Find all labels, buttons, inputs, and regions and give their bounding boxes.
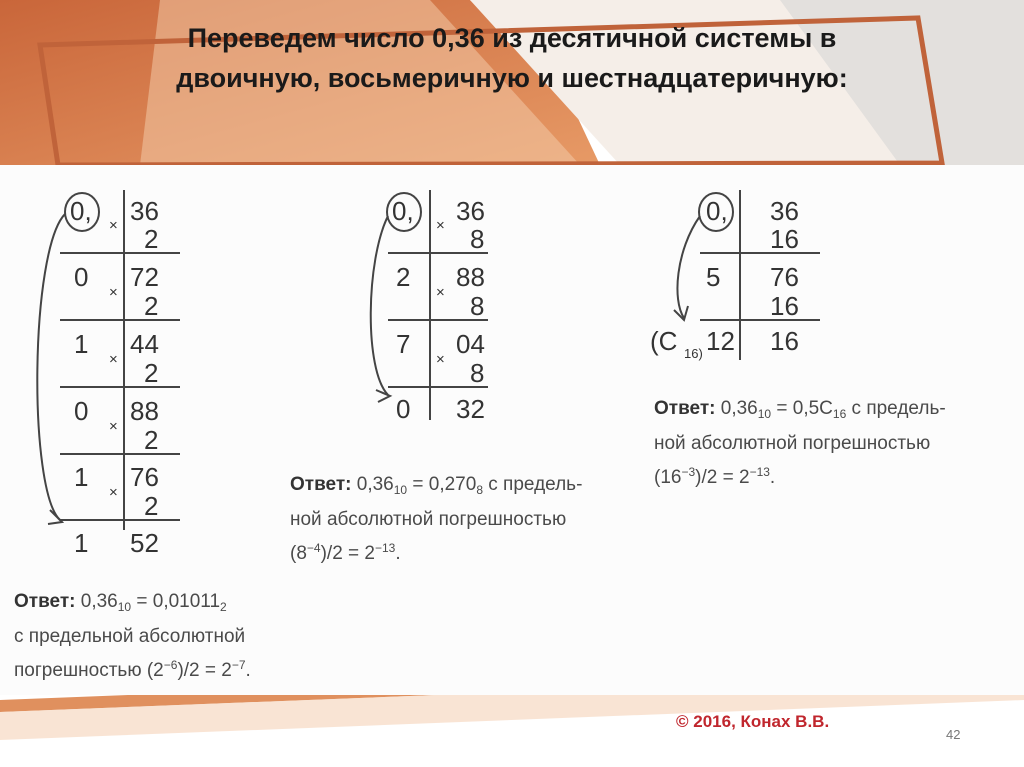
- binary-int-3: 0: [74, 396, 89, 426]
- hex-frac-0: 36: [770, 196, 799, 226]
- answer-line-3c: .: [769, 467, 776, 488]
- binary-frac-3: 88: [130, 396, 159, 426]
- binary-frac-0: 36: [130, 196, 159, 226]
- answer-line-3c: .: [395, 543, 401, 564]
- multiply-sign: ×: [436, 284, 445, 301]
- arrow-head: [376, 390, 390, 402]
- multiply-sign: ×: [436, 351, 445, 368]
- answer-exponent-1: −3: [681, 465, 696, 479]
- answer-line-1-tail: с предель-: [851, 398, 946, 419]
- answer-exponent-2: −7: [231, 658, 246, 672]
- answer-result: 0,270: [428, 474, 477, 495]
- binary-frac-1: 72: [130, 262, 159, 292]
- answer-equals: =: [136, 591, 148, 612]
- answer-line-3c: .: [245, 660, 251, 681]
- octal-mult-2: 8: [470, 358, 485, 388]
- hex-mult-1: 16: [770, 291, 799, 321]
- binary-calculation: [20, 190, 200, 565]
- octal-int-1: 2: [396, 262, 411, 292]
- hex-int-2: 12: [706, 326, 735, 356]
- answer-result: 0,01011: [152, 591, 221, 612]
- octal-answer: [290, 470, 582, 568]
- multiply-sign: ×: [109, 418, 118, 435]
- binary-int-1: 0: [74, 262, 89, 292]
- answer-value: 0,36: [356, 474, 394, 495]
- answer-label: Ответ:: [654, 398, 716, 419]
- binary-int-2: 1: [74, 329, 89, 359]
- binary-mult-4: 2: [144, 491, 159, 521]
- binary-mult-1: 2: [144, 291, 159, 321]
- answer-line-3a: (8: [290, 543, 307, 564]
- binary-frac-2: 44: [130, 329, 159, 359]
- hex-digit-label: (C: [650, 326, 678, 356]
- multiply-sign: ×: [109, 484, 118, 501]
- answer-exponent-1: −4: [306, 541, 321, 555]
- answer-label: Ответ:: [14, 591, 76, 612]
- binary-mult-0: 2: [144, 224, 159, 254]
- hex-digit-base: 16): [684, 346, 703, 361]
- answer-base-from: 10: [117, 600, 132, 614]
- hex-calculation: [650, 190, 830, 365]
- binary-answer: [14, 587, 251, 685]
- octal-frac-2: 04: [456, 329, 485, 359]
- answer-value: 0,36: [720, 398, 758, 419]
- title-line-1: Переведем число 0,36 из десятичной системы в: [187, 23, 837, 53]
- answer-line-3a: погрешностью (2: [14, 660, 164, 681]
- answer-line-3a: (16: [654, 467, 682, 488]
- answer-line-2: с предельной абсолютной: [14, 626, 246, 647]
- octal-frac-1: 88: [456, 262, 485, 292]
- answer-line-3b: )/2 = 2: [177, 660, 232, 681]
- answer-line-3b: )/2 = 2: [320, 543, 375, 564]
- multiply-sign: ×: [436, 217, 445, 234]
- answer-value: 0,36: [80, 591, 118, 612]
- reading-arrow: [37, 214, 65, 520]
- octal-calculation: [360, 190, 510, 430]
- answer-line-2: ной абсолютной погрешностью: [654, 433, 931, 454]
- copyright-footer: © 2016, Конах В.В.: [676, 712, 830, 731]
- answer-exponent-2: −13: [749, 465, 770, 479]
- octal-frac-0: 36: [456, 196, 485, 226]
- octal-mult-1: 8: [470, 291, 485, 321]
- answer-base-from: 10: [393, 483, 408, 497]
- answer-line-2: ной абсолютной погрешностью: [290, 509, 567, 530]
- reading-arrow: [371, 216, 388, 395]
- binary-int-5: 1: [74, 528, 89, 558]
- binary-int-0: 0,: [70, 196, 92, 226]
- octal-int-2: 7: [396, 329, 411, 359]
- answer-base-to: 16: [832, 407, 847, 421]
- binary-int-4: 1: [74, 462, 89, 492]
- octal-mult-0: 8: [470, 224, 485, 254]
- answer-label: Ответ:: [290, 474, 352, 495]
- answer-exponent-2: −13: [375, 541, 396, 555]
- hex-int-0: 0,: [706, 196, 728, 226]
- multiply-sign: ×: [109, 284, 118, 301]
- answer-equals: =: [776, 398, 788, 419]
- answer-line-1-tail: с предель-: [488, 474, 583, 495]
- binary-mult-2: 2: [144, 358, 159, 388]
- binary-mult-3: 2: [144, 425, 159, 455]
- octal-frac-3: 32: [456, 394, 485, 424]
- multiply-sign: ×: [109, 217, 118, 234]
- hex-int-1: 5: [706, 262, 721, 292]
- page-number: 42: [946, 727, 961, 742]
- answer-equals: =: [412, 474, 424, 495]
- multiply-sign: ×: [109, 351, 118, 368]
- octal-int-3: 0: [396, 394, 411, 424]
- slide-title: [40, 18, 984, 98]
- answer-line-3b: )/2 = 2: [695, 467, 750, 488]
- answer-base-to: 8: [476, 483, 483, 497]
- answer-base-from: 10: [757, 407, 772, 421]
- hex-mult-0: 16: [770, 224, 799, 254]
- hex-frac-1: 76: [770, 262, 799, 292]
- answer-base-to: 2: [220, 600, 227, 614]
- reading-arrow: [677, 216, 700, 318]
- hex-frac-2: 16: [770, 326, 799, 356]
- hex-answer: [654, 394, 946, 492]
- answer-result: 0,5C: [792, 398, 833, 419]
- title-line-2: двоичную, восьмеричную и шестнадцатеричную:: [176, 63, 848, 93]
- binary-frac-4: 76: [130, 462, 159, 492]
- answer-exponent-1: −6: [163, 658, 178, 672]
- binary-frac-5: 52: [130, 528, 159, 558]
- octal-int-0: 0,: [392, 196, 414, 226]
